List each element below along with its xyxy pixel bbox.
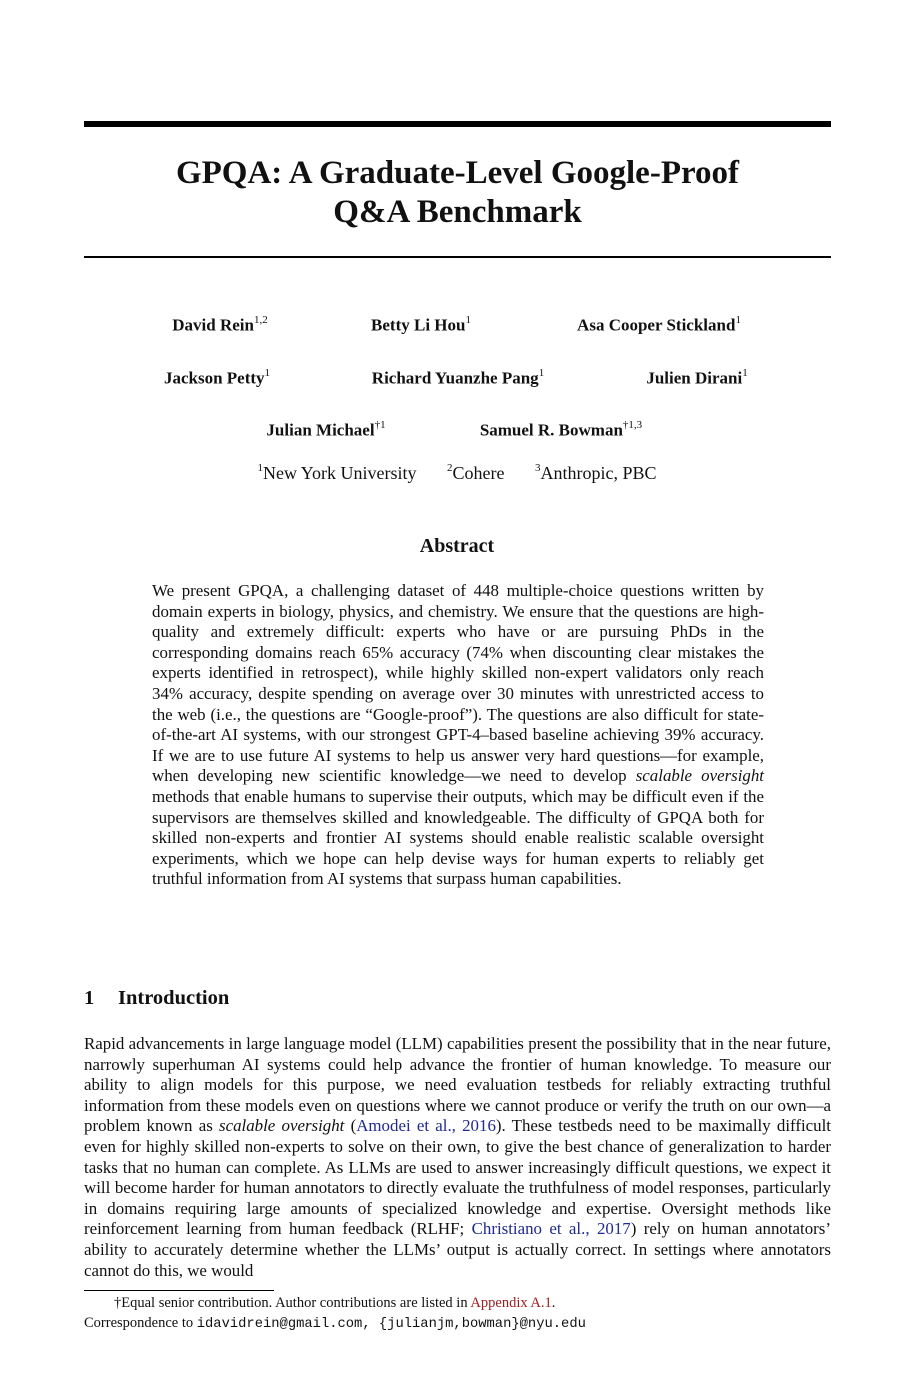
correspondence-emails[interactable]: idavidrein@gmail.com, {julianjm,bowman}@nyu.edu [196,1317,586,1332]
title-bottom-rule [84,256,831,258]
author-jackson-petty [164,364,270,389]
affiliation-marker: 1 [257,462,263,474]
affiliation-name: New York University [262,463,417,483]
author-name: Samuel R. Bowman [479,420,623,440]
affiliation-nyu [257,458,416,484]
citation-amodei-2016[interactable]: Amodei et al., 2016 [356,1116,496,1136]
author-samuel-r-bowman [480,416,642,441]
author-affiliation-marker: 1,2 [253,314,268,326]
author-affiliation-marker: 1 [735,314,741,326]
title-top-rule [84,121,831,127]
author-julien-dirani [646,364,747,389]
author-asa-cooper-stickland [577,311,741,336]
author-affiliation-marker: 1 [465,314,471,326]
affiliation-marker: 3 [534,462,541,474]
abstract-heading: Abstract [419,535,495,557]
intro-emphasis: scalable oversight [219,1116,345,1136]
footnote-text: . [551,1295,556,1311]
affiliation-anthropic [535,458,657,484]
intro-text: ). These testbeds need to be maximally difficult even for highly skilled non-experts to solve on their own, to give the best chance of generalization to harder tasks that no human can complete. As LLMs are used to answer increasingly difficult questions, we expect it will become harder for human annotators to directly evaluate the truthfulness of model responses, particularly in domains requiring large amounts of specialized knowledge and expertise. Oversight methods like reinforcement learning from human feedback (RLHF; [84,1116,831,1239]
title-line-2: Q&A Benchmark [333,194,582,230]
author-julian-michael [266,416,385,441]
author-name: Asa Cooper Stickland [577,315,736,335]
author-david-rein [172,311,267,336]
footnote-text: †Equal senior contribution. Author contributions are listed in [114,1295,468,1311]
author-name: Julien Dirani [646,368,743,388]
affiliation-cohere [447,458,504,484]
author-richard-yuanzhe-pang [372,364,544,389]
intro-text: ) rely on human annotators’ ability to accurately determine whether the LLMs’ output is actually correct. In settings where annotators cannot do this, we would [84,1219,831,1280]
footnote-text: Correspondence to [84,1315,194,1331]
author-name: Richard Yuanzhe Pang [371,368,539,388]
abstract-body [152,581,764,890]
author-name: Betty Li Hou [371,315,466,335]
footnote-rule [84,1290,274,1291]
author-affiliation-marker: 1 [742,367,748,379]
author-name: Julian Michael [266,420,375,440]
affiliation-name: Anthropic, PBC [540,463,657,483]
abstract-text: methods that enable humans to supervise their outputs, which may be difficult even if the supervisors are themselves skilled and knowledgeable. The difficulty of GPQA both for skilled non-experts and frontier AI systems should enable realistic scalable oversight experiments, which we hope can help devise ways for human experts to reliably get truthful information from AI systems that surpass human capabilities. [152,786,764,889]
abstract-emphasis: scalable oversight [635,766,764,786]
author-name: Jackson Petty [163,368,265,388]
paper-title [84,154,831,232]
intro-text: Rapid advancements in large language model (LLM) capabilities present the possibility that in the near future, narrowly superhuman AI systems could help advance the frontier of human knowledge. To measure our ability to align models for this purpose, we need evaluation testbeds for reliably extracting truthful information from these models even on questions where we cannot produce or verify the truth on our own—a problem known as [84,1034,831,1136]
abstract-text: We present GPQA, a challenging dataset of 448 multiple-choice questions written by domain experts in biology, physics, and chemistry. We ensure that the questions are high-quality and extremely difficult: experts who have or are pursuing PhDs in the corresponding domains reach 65% accuracy (74% when discounting clear mistakes the experts identified in retrospect), while highly skilled non-expert validators only reach 34% accuracy, despite spending on average over 30 minutes with unrestricted access to the web (i.e., the questions are “Google-proof”). The questions are also difficult for state-of-the-art AI systems, with our strongest GPT-4–based baseline achieving 39% accuracy. If we are to use future AI systems to help us answer very hard questions—for example, when developing new scientific knowledge—we need to develop [152,581,764,786]
affiliations [0,458,914,484]
title-line-1: GPQA: A Graduate-Level Google-Proof [175,155,740,191]
author-betty-li-hou [371,311,471,336]
footnote-equal-contribution [114,1295,555,1312]
author-affiliation-marker: 1 [538,367,545,379]
author-affiliation-marker: 1 [264,367,271,379]
footnote-correspondence [84,1315,586,1332]
appendix-a1-link[interactable]: Appendix A.1 [470,1295,552,1311]
intro-text: ( [350,1116,357,1136]
affiliation-name: Cohere [452,463,505,483]
section-heading-introduction [84,987,229,1010]
introduction-body [84,1034,831,1281]
author-affiliation-marker: †1,3 [622,419,643,431]
section-number: 1 [84,987,95,1009]
affiliation-marker: 2 [447,462,453,474]
section-title: Introduction [118,987,230,1009]
author-affiliation-marker: †1 [374,419,386,431]
author-name: David Rein [172,315,254,335]
citation-christiano-2017[interactable]: Christiano et al., 2017 [471,1219,631,1239]
